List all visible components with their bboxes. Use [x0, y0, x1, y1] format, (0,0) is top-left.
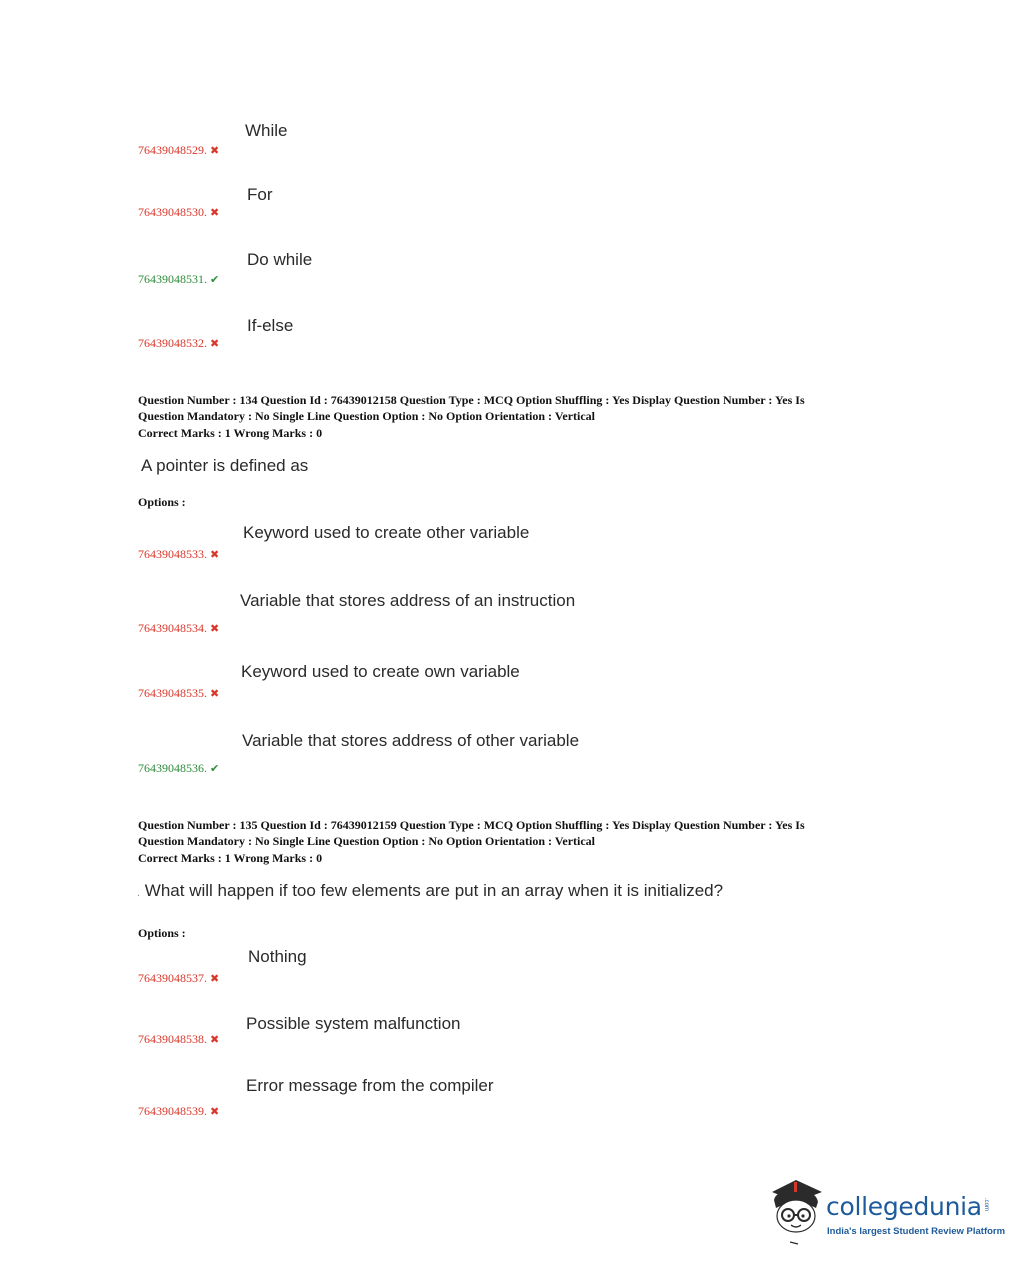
cross-icon: ✖ [210, 1034, 220, 1046]
option-text: While [245, 121, 288, 140]
meta-line: Question Mandatory : No Single Line Question Option : No Option Orientation : Vertical [138, 408, 596, 423]
option-id: 76439048537. ✖ [138, 971, 220, 985]
question-meta [138, 393, 898, 442]
check-icon: ✔ [210, 274, 220, 286]
option-text: If-else [247, 316, 294, 335]
logo-tagline: India's largest Student Review Platform [827, 1226, 1006, 1237]
option-id: 76439048530. ✖ [138, 205, 220, 219]
option-id: 76439048533. ✖ [138, 547, 220, 561]
meta-line: Question Number : 135 Question Id : 76439012159 Question Type : MCQ Option Shuffling : Yes Display Question Number : Yes Is [138, 818, 805, 832]
option-id: 76439048535. ✖ [138, 686, 220, 700]
cross-icon: ✖ [210, 688, 220, 700]
options-label: Options : [138, 495, 186, 509]
option-text: Nothing [248, 947, 307, 966]
option-text: Variable that stores address of other variable [242, 731, 580, 750]
option-id: 76439048534. ✖ [138, 621, 220, 635]
cross-icon: ✖ [210, 145, 220, 157]
options-label: Options : [138, 926, 186, 940]
option-id: 76439048539. ✖ [138, 1104, 220, 1118]
question-prefix: . [137, 887, 141, 899]
check-icon: ✔ [210, 763, 220, 775]
option-text: Do while [247, 250, 313, 269]
option-text: Possible system malfunction [246, 1014, 461, 1033]
cross-icon: ✖ [210, 207, 220, 219]
option-text: Variable that stores address of an instruction [240, 591, 576, 610]
meta-line: Question Mandatory : No Single Line Question Option : No Option Orientation : Vertical [138, 833, 596, 848]
option-text: Keyword used to create other variable [243, 523, 530, 542]
marks-line: Correct Marks : 1 Wrong Marks : 0 [138, 426, 323, 440]
cross-icon: ✖ [210, 338, 220, 350]
logo-suffix: .com [983, 1198, 989, 1212]
cross-icon: ✖ [210, 973, 220, 985]
option-text: Error message from the compiler [246, 1076, 494, 1095]
option-id: 76439048532. ✖ [138, 336, 220, 350]
question-text: A pointer is defined as [141, 456, 309, 475]
option-id: 76439048529. ✖ [138, 143, 220, 157]
cross-icon: ✖ [210, 1106, 220, 1118]
meta-line: Question Number : 134 Question Id : 76439012158 Question Type : MCQ Option Shuffling : Yes Display Question Number : Yes Is [138, 393, 805, 407]
question-text: . What will happen if too few elements are put in an array when it is initialized? [137, 881, 724, 900]
option-text: For [247, 185, 273, 204]
option-id: 76439048538. ✖ [138, 1032, 220, 1046]
logo-mascot-icon [766, 1178, 828, 1246]
option-id: 76439048536. ✔ [138, 761, 220, 775]
option-text: Keyword used to create own variable [241, 662, 520, 681]
cross-icon: ✖ [210, 623, 220, 635]
option-id: 76439048531. ✔ [138, 272, 220, 286]
cross-icon: ✖ [210, 549, 220, 561]
marks-line: Correct Marks : 1 Wrong Marks : 0 [138, 851, 323, 865]
logo-wordmark: collegedunia [826, 1192, 982, 1221]
question-meta [138, 818, 898, 867]
